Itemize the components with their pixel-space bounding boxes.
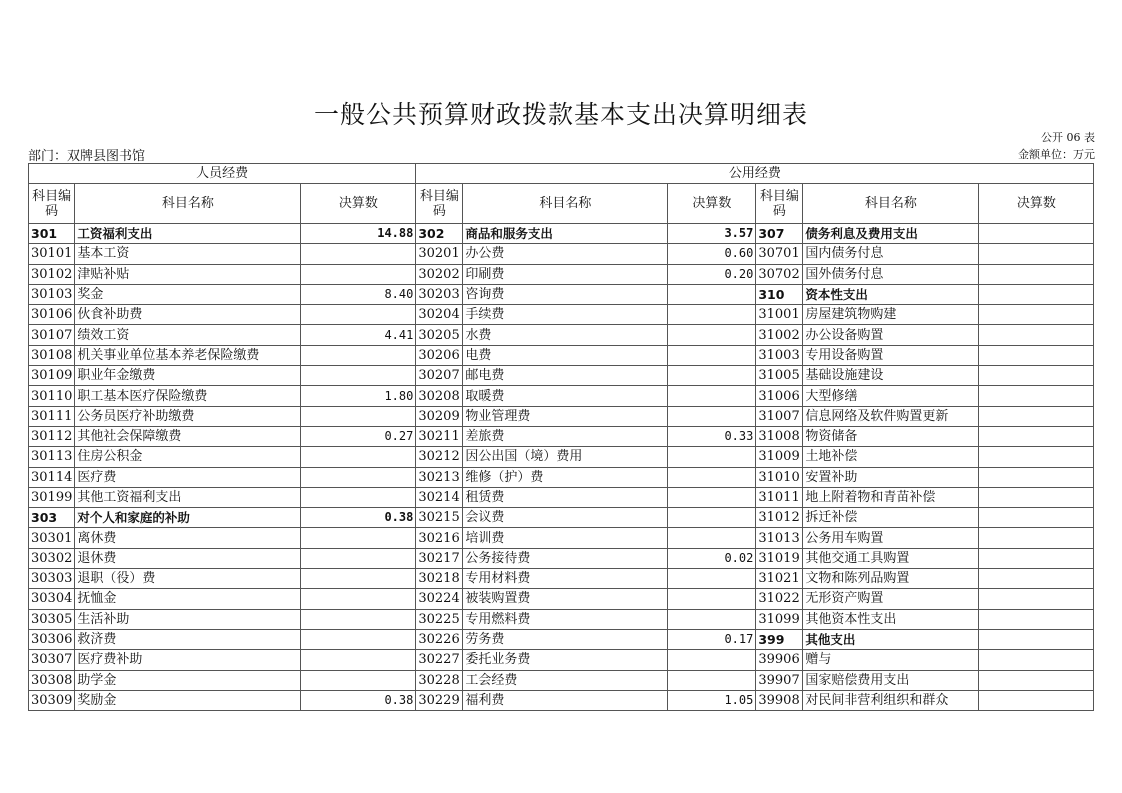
cell-code: 31099 bbox=[756, 609, 803, 629]
cell-name: 债务利息及费用支出 bbox=[803, 224, 979, 244]
cell-amount bbox=[979, 508, 1094, 528]
cell-code: 30303 bbox=[29, 569, 75, 589]
table-row bbox=[29, 487, 1094, 507]
cell-name: 取暖费 bbox=[463, 386, 668, 406]
cell-name: 奖金 bbox=[75, 284, 301, 304]
cell-amount: 0.33 bbox=[668, 426, 756, 446]
table-row bbox=[29, 670, 1094, 690]
cell-code: 30114 bbox=[29, 467, 75, 487]
cell-name: 绩效工资 bbox=[75, 325, 301, 345]
cell-amount bbox=[301, 244, 416, 264]
cell-amount: 0.38 bbox=[301, 690, 416, 710]
personnel-expense-header: 人员经费 bbox=[29, 164, 416, 184]
cell-name: 租赁费 bbox=[463, 487, 668, 507]
column-header-code: 科目编码 bbox=[416, 184, 463, 224]
cell-amount: 1.80 bbox=[301, 386, 416, 406]
cell-name: 资本性支出 bbox=[803, 284, 979, 304]
cell-amount bbox=[979, 244, 1094, 264]
cell-code: 30203 bbox=[416, 284, 463, 304]
cell-code: 30304 bbox=[29, 589, 75, 609]
cell-code: 31008 bbox=[756, 426, 803, 446]
table-row bbox=[29, 548, 1094, 568]
cell-name: 专用设备购置 bbox=[803, 345, 979, 365]
cell-name: 助学金 bbox=[75, 670, 301, 690]
table-row bbox=[29, 467, 1094, 487]
cell-amount bbox=[979, 224, 1094, 244]
cell-amount bbox=[668, 305, 756, 325]
cell-name: 医疗费 bbox=[75, 467, 301, 487]
cell-amount bbox=[301, 487, 416, 507]
cell-name: 退休费 bbox=[75, 548, 301, 568]
table-row bbox=[29, 447, 1094, 467]
cell-name: 抚恤金 bbox=[75, 589, 301, 609]
cell-amount bbox=[979, 284, 1094, 304]
cell-name: 住房公积金 bbox=[75, 447, 301, 467]
table-row bbox=[29, 264, 1094, 284]
column-header-amount: 决算数 bbox=[979, 184, 1094, 224]
cell-amount bbox=[301, 609, 416, 629]
cell-code: 30107 bbox=[29, 325, 75, 345]
cell-name: 职业年金缴费 bbox=[75, 366, 301, 386]
cell-amount bbox=[301, 264, 416, 284]
amount-unit-label: 金额单位：万元 bbox=[1018, 148, 1095, 161]
cell-amount bbox=[668, 325, 756, 345]
table-row bbox=[29, 528, 1094, 548]
cell-name: 信息网络及软件购置更新 bbox=[803, 406, 979, 426]
cell-name: 救济费 bbox=[75, 629, 301, 649]
page-title: 一般公共预算财政拨款基本支出决算明细表 bbox=[313, 100, 808, 129]
cell-code: 30305 bbox=[29, 609, 75, 629]
cell-code: 31001 bbox=[756, 305, 803, 325]
cell-name: 其他交通工具购置 bbox=[803, 548, 979, 568]
cell-name: 专用材料费 bbox=[463, 569, 668, 589]
cell-name: 公务员医疗补助缴费 bbox=[75, 406, 301, 426]
cell-name: 咨询费 bbox=[463, 284, 668, 304]
cell-code: 30205 bbox=[416, 325, 463, 345]
cell-name: 国家赔偿费用支出 bbox=[803, 670, 979, 690]
cell-code: 30702 bbox=[756, 264, 803, 284]
cell-name: 其他工资福利支出 bbox=[75, 487, 301, 507]
cell-amount bbox=[668, 650, 756, 670]
cell-amount bbox=[301, 345, 416, 365]
department-label: 部门：双牌县图书馆 bbox=[28, 149, 146, 164]
cell-name: 其他社会保障缴费 bbox=[75, 426, 301, 446]
table-row bbox=[29, 224, 1094, 244]
cell-name: 伙食补助费 bbox=[75, 305, 301, 325]
cell-code: 30225 bbox=[416, 609, 463, 629]
cell-name: 医疗费补助 bbox=[75, 650, 301, 670]
cell-amount bbox=[979, 569, 1094, 589]
table-row bbox=[29, 629, 1094, 649]
cell-amount: 1.05 bbox=[668, 690, 756, 710]
expenditure-detail-table bbox=[28, 163, 1094, 711]
cell-code: 30108 bbox=[29, 345, 75, 365]
cell-amount bbox=[979, 589, 1094, 609]
cell-amount bbox=[979, 305, 1094, 325]
cell-name: 被装购置费 bbox=[463, 589, 668, 609]
cell-amount bbox=[979, 487, 1094, 507]
cell-code: 31011 bbox=[756, 487, 803, 507]
cell-code: 30308 bbox=[29, 670, 75, 690]
cell-code: 301 bbox=[29, 224, 75, 244]
section-header-row bbox=[29, 164, 1094, 184]
cell-amount bbox=[668, 569, 756, 589]
cell-amount: 14.88 bbox=[301, 224, 416, 244]
cell-name: 机关事业单位基本养老保险缴费 bbox=[75, 345, 301, 365]
table-row bbox=[29, 386, 1094, 406]
cell-code: 30109 bbox=[29, 366, 75, 386]
cell-amount bbox=[979, 650, 1094, 670]
cell-name: 无形资产购置 bbox=[803, 589, 979, 609]
cell-code: 30227 bbox=[416, 650, 463, 670]
cell-name: 奖励金 bbox=[75, 690, 301, 710]
cell-code: 30103 bbox=[29, 284, 75, 304]
cell-amount bbox=[301, 467, 416, 487]
cell-amount: 3.57 bbox=[668, 224, 756, 244]
cell-code: 31021 bbox=[756, 569, 803, 589]
cell-name: 印刷费 bbox=[463, 264, 668, 284]
cell-name: 办公费 bbox=[463, 244, 668, 264]
table-row bbox=[29, 305, 1094, 325]
cell-name: 对个人和家庭的补助 bbox=[75, 508, 301, 528]
cell-name: 物业管理费 bbox=[463, 406, 668, 426]
column-header-amount: 决算数 bbox=[301, 184, 416, 224]
table-row bbox=[29, 426, 1094, 446]
cell-name: 会议费 bbox=[463, 508, 668, 528]
table-row bbox=[29, 589, 1094, 609]
cell-code: 31005 bbox=[756, 366, 803, 386]
cell-code: 30211 bbox=[416, 426, 463, 446]
cell-code: 30306 bbox=[29, 629, 75, 649]
cell-code: 30701 bbox=[756, 244, 803, 264]
cell-amount bbox=[301, 305, 416, 325]
cell-name: 文物和陈列品购置 bbox=[803, 569, 979, 589]
cell-name: 基础设施建设 bbox=[803, 366, 979, 386]
cell-code: 30204 bbox=[416, 305, 463, 325]
cell-name: 国外债务付息 bbox=[803, 264, 979, 284]
cell-code: 30110 bbox=[29, 386, 75, 406]
cell-name: 手续费 bbox=[463, 305, 668, 325]
cell-code: 30216 bbox=[416, 528, 463, 548]
cell-code: 30309 bbox=[29, 690, 75, 710]
cell-code: 39908 bbox=[756, 690, 803, 710]
cell-code: 30111 bbox=[29, 406, 75, 426]
cell-name: 赠与 bbox=[803, 650, 979, 670]
cell-name: 水费 bbox=[463, 325, 668, 345]
cell-name: 商品和服务支出 bbox=[463, 224, 668, 244]
cell-amount bbox=[668, 366, 756, 386]
cell-code: 30199 bbox=[29, 487, 75, 507]
cell-amount bbox=[301, 569, 416, 589]
cell-code: 399 bbox=[756, 629, 803, 649]
cell-amount bbox=[979, 528, 1094, 548]
cell-code: 30228 bbox=[416, 670, 463, 690]
cell-code: 30215 bbox=[416, 508, 463, 528]
cell-name: 维修（护）费 bbox=[463, 467, 668, 487]
cell-name: 劳务费 bbox=[463, 629, 668, 649]
cell-amount bbox=[979, 264, 1094, 284]
cell-amount bbox=[301, 447, 416, 467]
cell-amount: 0.02 bbox=[668, 548, 756, 568]
cell-amount bbox=[301, 589, 416, 609]
cell-amount bbox=[668, 528, 756, 548]
cell-amount bbox=[979, 426, 1094, 446]
cell-name: 津贴补贴 bbox=[75, 264, 301, 284]
cell-amount bbox=[668, 508, 756, 528]
cell-code: 30208 bbox=[416, 386, 463, 406]
column-header-code: 科目编码 bbox=[756, 184, 803, 224]
cell-code: 30209 bbox=[416, 406, 463, 426]
cell-code: 30226 bbox=[416, 629, 463, 649]
cell-name: 公务用车购置 bbox=[803, 528, 979, 548]
cell-name: 培训费 bbox=[463, 528, 668, 548]
cell-code: 31003 bbox=[756, 345, 803, 365]
cell-code: 31006 bbox=[756, 386, 803, 406]
table-row bbox=[29, 345, 1094, 365]
cell-name: 生活补助 bbox=[75, 609, 301, 629]
cell-amount bbox=[979, 386, 1094, 406]
form-number: 公开 06 表 bbox=[1041, 131, 1095, 144]
cell-amount bbox=[668, 589, 756, 609]
cell-amount bbox=[301, 629, 416, 649]
cell-amount bbox=[979, 690, 1094, 710]
cell-amount: 8.40 bbox=[301, 284, 416, 304]
cell-name: 差旅费 bbox=[463, 426, 668, 446]
cell-name: 其他资本性支出 bbox=[803, 609, 979, 629]
cell-amount bbox=[668, 345, 756, 365]
cell-code: 30206 bbox=[416, 345, 463, 365]
cell-name: 国内债务付息 bbox=[803, 244, 979, 264]
cell-amount bbox=[668, 284, 756, 304]
cell-code: 30201 bbox=[416, 244, 463, 264]
cell-name: 邮电费 bbox=[463, 366, 668, 386]
cell-amount bbox=[301, 528, 416, 548]
cell-amount bbox=[668, 406, 756, 426]
column-header-name: 科目名称 bbox=[75, 184, 301, 224]
cell-code: 30224 bbox=[416, 589, 463, 609]
cell-amount: 4.41 bbox=[301, 325, 416, 345]
cell-amount bbox=[979, 366, 1094, 386]
table-row bbox=[29, 569, 1094, 589]
cell-code: 30212 bbox=[416, 447, 463, 467]
cell-code: 30218 bbox=[416, 569, 463, 589]
cell-amount bbox=[301, 548, 416, 568]
cell-name: 其他支出 bbox=[803, 629, 979, 649]
cell-amount bbox=[668, 487, 756, 507]
cell-code: 31013 bbox=[756, 528, 803, 548]
table-row bbox=[29, 325, 1094, 345]
cell-code: 30207 bbox=[416, 366, 463, 386]
cell-code: 303 bbox=[29, 508, 75, 528]
cell-code: 30102 bbox=[29, 264, 75, 284]
public-expense-header: 公用经费 bbox=[416, 164, 1094, 184]
cell-amount bbox=[301, 366, 416, 386]
cell-code: 310 bbox=[756, 284, 803, 304]
cell-code: 30214 bbox=[416, 487, 463, 507]
cell-amount bbox=[979, 325, 1094, 345]
table-row bbox=[29, 508, 1094, 528]
cell-name: 公务接待费 bbox=[463, 548, 668, 568]
cell-name: 因公出国（境）费用 bbox=[463, 447, 668, 467]
cell-code: 30307 bbox=[29, 650, 75, 670]
cell-amount: 0.17 bbox=[668, 629, 756, 649]
cell-name: 福利费 bbox=[463, 690, 668, 710]
cell-code: 31010 bbox=[756, 467, 803, 487]
cell-amount bbox=[979, 548, 1094, 568]
cell-code: 31009 bbox=[756, 447, 803, 467]
cell-code: 30202 bbox=[416, 264, 463, 284]
cell-amount bbox=[668, 467, 756, 487]
table-row bbox=[29, 650, 1094, 670]
cell-amount bbox=[668, 386, 756, 406]
cell-code: 307 bbox=[756, 224, 803, 244]
cell-amount bbox=[979, 467, 1094, 487]
cell-code: 30113 bbox=[29, 447, 75, 467]
cell-amount bbox=[979, 609, 1094, 629]
cell-name: 工会经费 bbox=[463, 670, 668, 690]
cell-name: 专用燃料费 bbox=[463, 609, 668, 629]
cell-name: 委托业务费 bbox=[463, 650, 668, 670]
column-header-code: 科目编码 bbox=[29, 184, 75, 224]
column-header-name: 科目名称 bbox=[803, 184, 979, 224]
cell-name: 办公设备购置 bbox=[803, 325, 979, 345]
cell-amount bbox=[668, 447, 756, 467]
column-header-amount: 决算数 bbox=[668, 184, 756, 224]
cell-amount bbox=[301, 650, 416, 670]
cell-name: 地上附着物和青苗补偿 bbox=[803, 487, 979, 507]
cell-amount bbox=[979, 670, 1094, 690]
cell-code: 31012 bbox=[756, 508, 803, 528]
cell-amount bbox=[979, 629, 1094, 649]
cell-amount: 0.38 bbox=[301, 508, 416, 528]
column-header-name: 科目名称 bbox=[463, 184, 668, 224]
cell-amount: 0.20 bbox=[668, 264, 756, 284]
cell-code: 30229 bbox=[416, 690, 463, 710]
cell-amount bbox=[979, 345, 1094, 365]
cell-code: 30101 bbox=[29, 244, 75, 264]
cell-name: 土地补偿 bbox=[803, 447, 979, 467]
table-row bbox=[29, 690, 1094, 710]
cell-code: 31022 bbox=[756, 589, 803, 609]
cell-code: 39906 bbox=[756, 650, 803, 670]
cell-code: 39907 bbox=[756, 670, 803, 690]
cell-code: 30217 bbox=[416, 548, 463, 568]
cell-code: 30302 bbox=[29, 548, 75, 568]
cell-name: 电费 bbox=[463, 345, 668, 365]
column-header-row bbox=[29, 184, 1094, 224]
cell-amount bbox=[979, 406, 1094, 426]
table-row bbox=[29, 366, 1094, 386]
cell-name: 房屋建筑物购建 bbox=[803, 305, 979, 325]
cell-code: 31002 bbox=[756, 325, 803, 345]
cell-name: 退职（役）费 bbox=[75, 569, 301, 589]
cell-name: 工资福利支出 bbox=[75, 224, 301, 244]
table-row bbox=[29, 284, 1094, 304]
cell-code: 30112 bbox=[29, 426, 75, 446]
cell-amount: 0.60 bbox=[668, 244, 756, 264]
cell-amount bbox=[668, 609, 756, 629]
cell-name: 拆迁补偿 bbox=[803, 508, 979, 528]
table-row bbox=[29, 244, 1094, 264]
cell-code: 30301 bbox=[29, 528, 75, 548]
cell-name: 基本工资 bbox=[75, 244, 301, 264]
cell-name: 安置补助 bbox=[803, 467, 979, 487]
cell-amount bbox=[301, 670, 416, 690]
cell-name: 对民间非营利组织和群众 bbox=[803, 690, 979, 710]
table-row bbox=[29, 406, 1094, 426]
cell-amount bbox=[668, 670, 756, 690]
cell-code: 30106 bbox=[29, 305, 75, 325]
table-row bbox=[29, 609, 1094, 629]
cell-name: 大型修缮 bbox=[803, 386, 979, 406]
cell-code: 31019 bbox=[756, 548, 803, 568]
cell-code: 302 bbox=[416, 224, 463, 244]
cell-name: 职工基本医疗保险缴费 bbox=[75, 386, 301, 406]
cell-amount: 0.27 bbox=[301, 426, 416, 446]
cell-code: 31007 bbox=[756, 406, 803, 426]
cell-code: 30213 bbox=[416, 467, 463, 487]
cell-name: 物资储备 bbox=[803, 426, 979, 446]
cell-amount bbox=[979, 447, 1094, 467]
cell-name: 离休费 bbox=[75, 528, 301, 548]
cell-amount bbox=[301, 406, 416, 426]
